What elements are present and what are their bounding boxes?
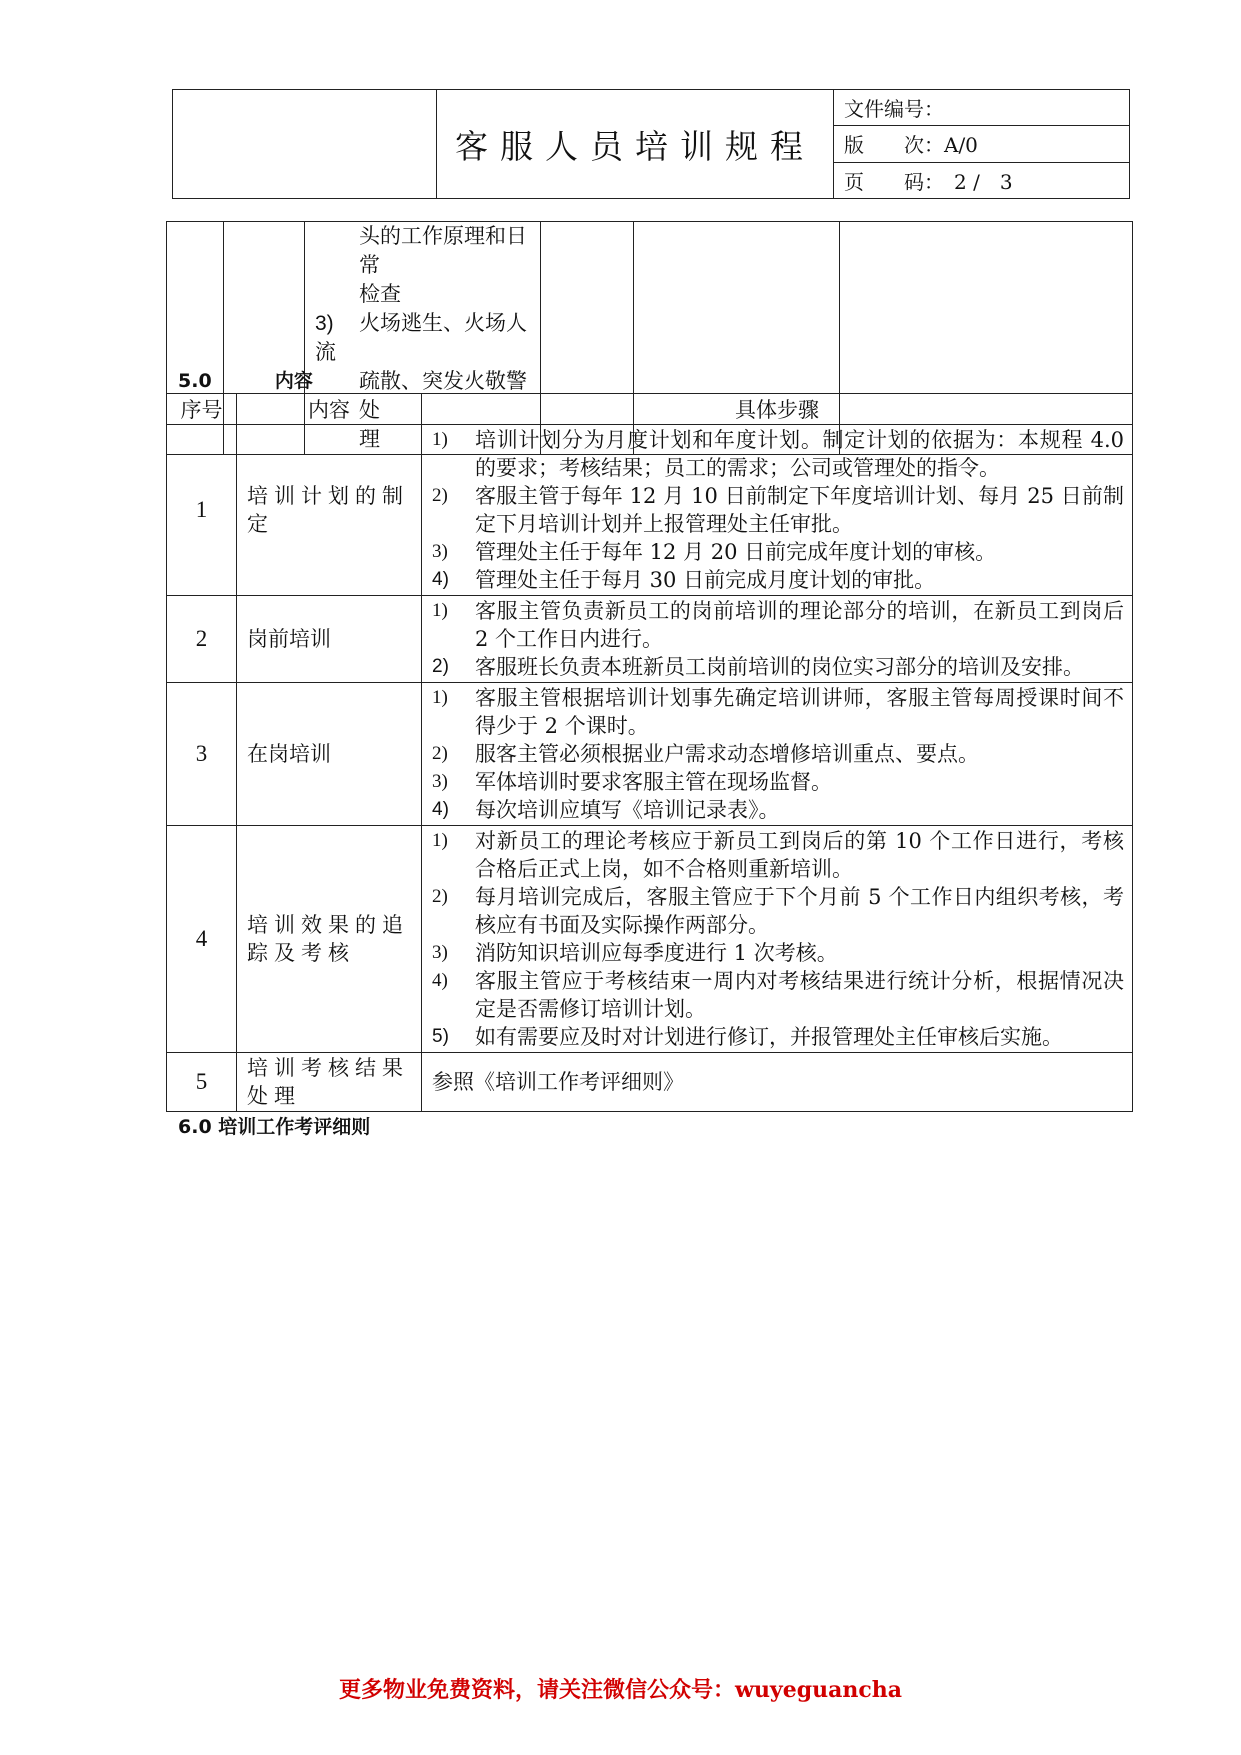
step-number: 5) [432,1026,449,1047]
row-content: 在岗培训 [237,683,422,826]
step-text: 每次培训应填写《培训记录表》。 [475,798,780,822]
step-number: 1) [432,687,448,708]
doc-number-label: 文件编号： [834,90,1130,126]
row-number: 3 [167,683,237,826]
step-text: 军体培训时要求客服主管在现场监督。 [475,770,832,794]
column-header-steps: 具体步骤 [422,394,1133,425]
step-text: 消防知识培训应每季度进行 1 次考核。 [475,941,838,965]
cont-item-number: 3) [315,312,334,335]
table-row [167,596,1133,683]
row-content: 培训效果的追踪及考核 [237,826,422,1053]
step-number: 3) [432,541,448,562]
cont-line: 检查 [359,282,401,306]
step-text: 客服主管应于考核结束一周内对考核结果进行统计分析，根据情况决定是否需修订培训计划。 [475,969,1124,1021]
column-header-content: 内容 [237,394,422,425]
step-item [432,566,1124,594]
step-item [432,653,1124,681]
step-text: 客服主管根据培训计划事先确定培训讲师，客服主管每周授课时间不得少于 2 个课时。 [475,686,1124,738]
step-item [432,768,1124,796]
row-content: 培训计划的制定 [237,425,422,596]
step-item [432,597,1124,653]
section-5-title: 内容 [274,370,313,392]
step-number: 4) [432,799,449,820]
table-row [167,826,1133,1053]
table-row [167,425,1133,596]
row-steps-text: 参照《培训工作考评细则》 [422,1053,1133,1112]
step-number: 1) [432,429,448,450]
training-steps-table [166,393,1133,1112]
step-number: 2) [432,886,448,907]
step-number: 1) [432,600,448,621]
row-number: 5 [167,1053,237,1112]
section-5-number: 5.0 [178,370,212,392]
step-item [432,883,1124,939]
row-content: 岗前培训 [237,596,422,683]
cont-line: 火场逃生、火场人流 [315,311,527,364]
step-item [432,827,1124,883]
table-row [167,683,1133,826]
step-number: 3) [432,771,448,792]
step-text: 对新员工的理论考核应于新员工到岗后的第 10 个工作日进行，考核合格后正式上岗，如不合格则重新培训。 [475,829,1124,881]
step-text: 管理处主任于每月 30 日前完成月度计划的审批。 [475,568,936,592]
footer-promo-text: 更多物业免费资料，请关注微信公众号：wuyeguancha [339,1677,902,1703]
step-text: 培训计划分为月度计划和年度计划。制定计划的依据为：本规程 4.0 的要求；考核结果；员工的需求；公司或管理处的指令。 [475,428,1124,480]
section-5-heading [178,366,313,393]
step-number: 3) [432,942,448,963]
cont-line: 疏散、突发火敬警处 [359,369,527,422]
step-item [432,796,1124,824]
step-text: 每月培训完成后，客服主管应于下个月前 5 个工作日内组织考核，考核应有书面及实际操作两部分。 [475,885,1124,937]
row-steps [422,683,1133,826]
row-number: 4 [167,826,237,1053]
step-text: 客服主管负责新员工的岗前培训的理论部分的培训，在新员工到岗后 2 个工作日内进行。 [475,599,1124,651]
row-content: 培训考核结果处理 [237,1053,422,1112]
version-label: 版 次：A/0 [834,126,1130,162]
table-row [167,1053,1133,1112]
page-label: 页 码： 2 / 3 [834,162,1130,198]
cont-line: 理 [359,427,380,451]
row-steps [422,826,1133,1053]
row-steps [422,596,1133,683]
document-header [172,89,1130,199]
step-item [432,426,1124,482]
section-6-heading: 6.0 培训工作考评细则 [178,1116,371,1138]
row-number: 2 [167,596,237,683]
step-number: 2) [432,656,449,677]
step-item [432,967,1124,1023]
document-title: 客服人员培训规程 [437,90,834,199]
step-item [432,1023,1124,1051]
step-number: 2) [432,485,448,506]
step-item [432,538,1124,566]
step-number: 4) [432,970,448,991]
step-item [432,482,1124,538]
cont-item [315,309,540,367]
step-number: 2) [432,743,448,764]
step-item [432,740,1124,768]
step-text: 客服班长负责本班新员工岗前培训的岗位实习部分的培训及安排。 [475,655,1084,679]
step-text: 服客主管必须根据业户需求动态增修培训重点、要点。 [475,742,979,766]
step-number: 4) [432,569,449,590]
cont-line: 头的工作原理和日常 [359,224,527,277]
row-steps [422,425,1133,596]
step-text: 如有需要应及时对计划进行修订，并报管理处主任审核后实施。 [475,1025,1063,1049]
step-item [432,684,1124,740]
column-header-number: 序号 [167,394,237,425]
step-text: 客服主管于每年 12 月 10 日前制定下年度培训计划、每月 25 日前制定下月培训计划并上报管理处主任审批。 [475,484,1124,536]
step-text: 管理处主任于每年 12 月 20 日前完成年度计划的审核。 [475,540,997,564]
step-item [432,939,1124,967]
table-header-row [167,394,1133,425]
row-number: 1 [167,425,237,596]
step-number: 1) [432,830,448,851]
logo-cell [173,90,437,199]
